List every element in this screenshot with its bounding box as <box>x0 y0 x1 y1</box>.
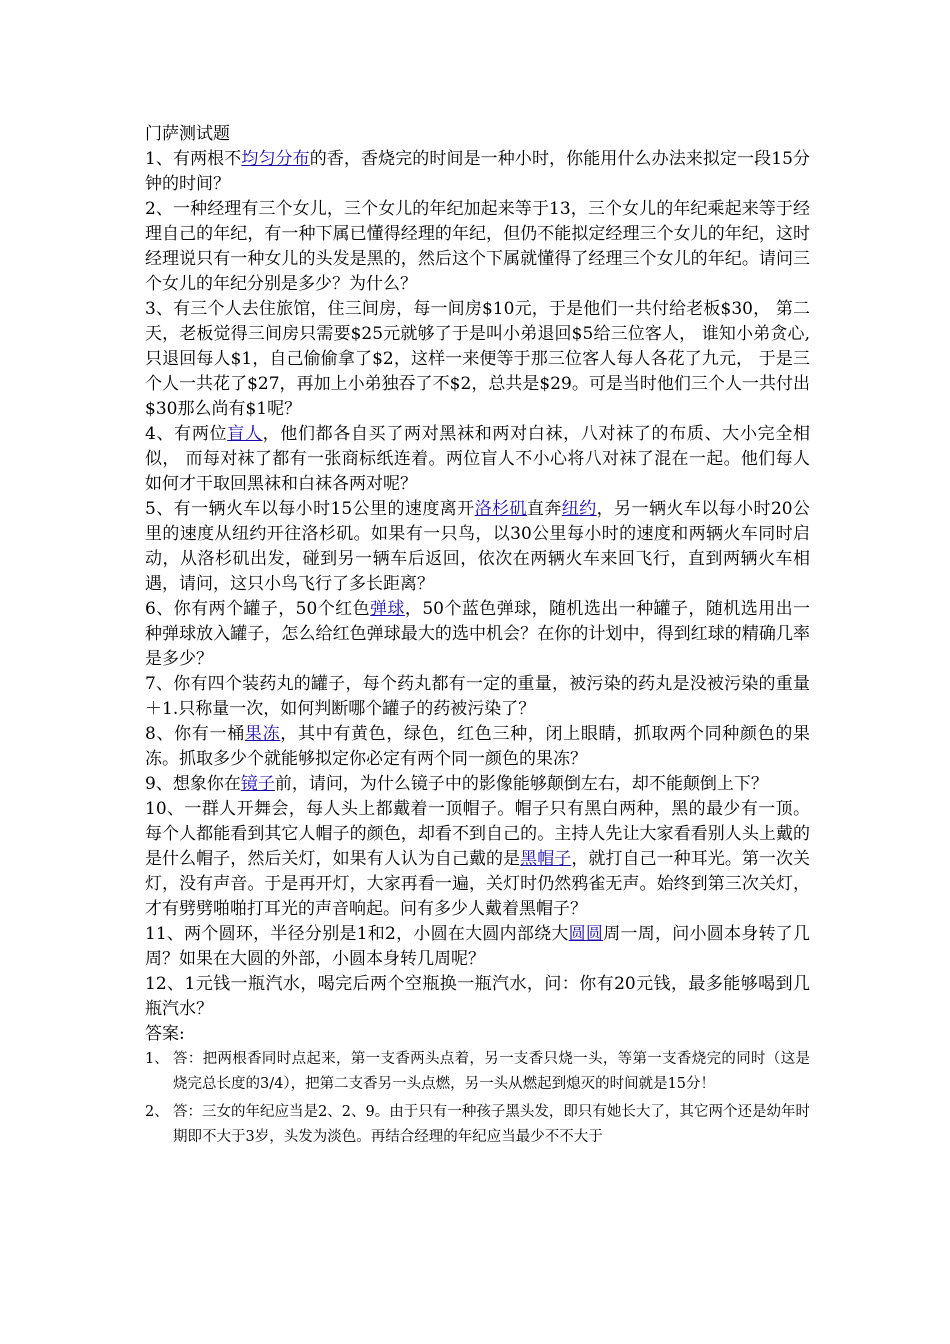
answer-1 <box>145 1047 810 1097</box>
link-blind-person[interactable]: 盲人 <box>227 424 263 444</box>
answer-number: 2、 <box>145 1104 169 1120</box>
question-9: 9、想象你在镜子前，请问，为什么镜子中的影像能够颠倒左右，却不能颠倒上下？ <box>145 774 768 794</box>
answers-heading: 答案: <box>145 1024 185 1044</box>
question-10: 10、一群人开舞会，每人头上都戴着一顶帽子。帽子只有黑白两种，黑的最少有一顶。每个人都能看到其它人帽子的颜色，却看不到自己的。主持人先让大家看看别人头上戴的是什么帽子，然后关灯，如果有人认为自己戴的是黑帽子，就打自己一种耳光。第一次关灯，没有声音。于是再开灯，大家再看一遍，关灯时仍然鸦雀无声。始终到第三次关灯，才有劈劈啪啪打耳光的声音响起。问有多少人戴着黑帽子？ <box>145 799 811 919</box>
answer-2 <box>145 1100 810 1150</box>
question-2: 2、一种经理有三个女儿，三个女儿的年纪加起来等于13，三个女儿的年纪乘起来等于经理自己的年纪，有一种下属已懂得经理的年纪，但仍不能拟定经理三个女儿的年纪，这时经理说只有一种女儿的头发是黑的，然后这个下属就懂得了经理三个女儿的年纪。请问三个女儿的年纪分别是多少？为什么？ <box>145 199 810 294</box>
link-mirror[interactable]: 镜子 <box>240 774 275 794</box>
link-jelly[interactable]: 果冻 <box>244 724 281 744</box>
question-6: 6、你有两个罐子，50个红色弹球，50个蓝色弹球，随机选出一种罐子，随机选用出一种弹球放入罐子，怎么给红色弹球最大的选中机会？在你的计划中，得到红球的精确几率是多少？ <box>145 599 811 669</box>
question-5: 5、有一辆火车以每小时15公里的速度离开洛杉矶直奔纽约，另一辆火车以每小时20公里的速度从纽约开往洛杉矶。如果有一只鸟，以30公里每小时的速度和两辆火车同时启动，从洛杉矶出发，碰到另一辆车后返回，依次在两辆火车来回飞行，直到两辆火车相遇，请问，这只小鸟飞行了多长距离？ <box>145 499 811 594</box>
question-11: 11、两个圆环，半径分别是1和2，小圆在大圆内部绕大圆圆周一周，问小圆本身转了几周？如果在大圆的外部，小圆本身转几周呢？ <box>145 924 811 969</box>
link-circle[interactable]: 圆圆 <box>568 924 604 944</box>
question-12: 12、1元钱一瓶汽水，喝完后两个空瓶换一瓶汽水，问：你有20元钱，最多能够喝到几瓶汽水？ <box>145 974 810 1019</box>
question-7: 7、你有四个装药丸的罐子，每个药丸都有一定的重量，被污染的药丸是没被污染的重量＋1.只称量一次，如何判断哪个罐子的药被污染了？ <box>145 674 810 719</box>
link-los-angeles[interactable]: 洛杉矶 <box>474 499 527 519</box>
answer-number: 1、 <box>145 1051 169 1067</box>
document-page <box>145 122 810 1153</box>
link-new-york[interactable]: 纽约 <box>561 499 597 519</box>
answer-text: 答：把两根香同时点起来，第一支香两头点着，另一支香只烧一头，等第一支香烧完的同时（这是烧完总长度的3/4），把第二支香另一头点燃，另一头从燃起到熄灭的时间就是15分！ <box>173 1051 810 1092</box>
question-8: 8、你有一桶果冻，其中有黄色，绿色，红色三种，闭上眼睛，抓取两个同种颜色的果冻。抓取多少个就能够拟定你必定有两个同一颜色的果冻？ <box>145 724 811 769</box>
question-3: 3、有三个人去住旅馆，住三间房，每一间房$10元，于是他们一共付给老板$30， 第二天，老板觉得三间房只需要$25元就够了于是叫小弟退回$5给三位客人， 谁知小弟贪心,只退回每人$1，自己偷偷拿了$2，这样一来便等于那三位客人每人各花了九元， 于是三个人一共花了$27，再加上小弟独吞了不$2，总共是$29。可是当时他们三个人一共付出$30那么尚有$1呢？ <box>145 299 810 419</box>
document-title: 门萨测试题 <box>145 124 230 144</box>
question-4: 4、有两位盲人，他们都各自买了两对黑袜和两对白袜，八对袜了的布质、大小完全相似， 而每对袜了都有一张商标纸连着。两位盲人不小心将八对袜了混在一起。他们每人如何才干取回黑袜和白袜各两对呢？ <box>145 424 811 494</box>
link-black-hat[interactable]: 黑帽子 <box>520 849 572 869</box>
answer-text: 答：三女的年纪应当是2、2、9。由于只有一种孩子黑头发，即只有她长大了，其它两个还是幼年时期即不大于3岁，头发为淡色。再结合经理的年纪应当最少不不大于 <box>173 1104 810 1145</box>
link-uniform-distribution[interactable]: 均匀分布 <box>241 149 310 169</box>
link-marble[interactable]: 弹球 <box>370 599 405 619</box>
question-1: 1、有两根不均匀分布的香，香烧完的时间是一种小时，你能用什么办法来拟定一段15分钟的时间？ <box>145 149 810 194</box>
